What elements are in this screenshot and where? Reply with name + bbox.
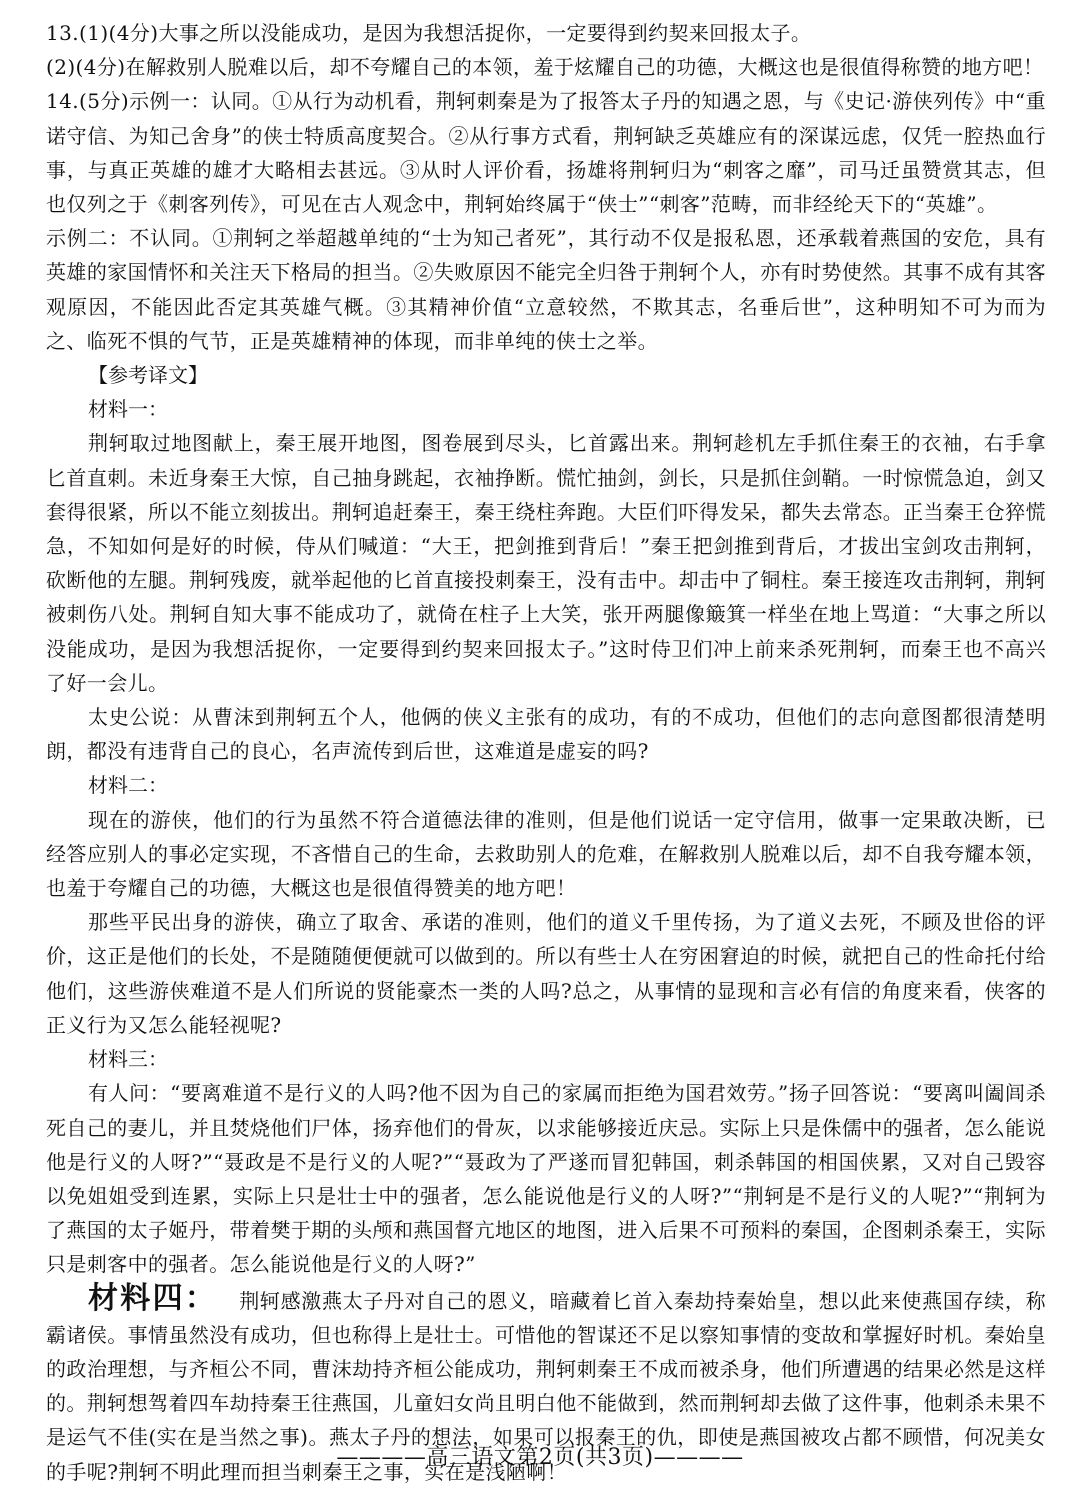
answer-13-2: (2)(4分)在解救别人脱难以后，却不夸耀自己的本领，羞于炫耀自己的功德，大概这也是很值得称赞的地方吧！ — [46, 55, 1044, 80]
material-1-paragraph-1: 荆轲取过地图献上，秦王展开地图，图卷展到尽头，匕首露出来。荆轲趁机左手抓住秦王的衣袖，右手拿匕首直刺。未近身秦王大惊，自己抽身跳起，衣袖挣断。慌忙抽剑，剑长，只是抓住剑鞘。一时惊慌急迫，剑又套得很紧，所以不能立刻拔出。荆轲追赶秦王，秦王绕柱奔跑。大臣们吓得发呆，都失去常态。正当秦王仓猝慌急，不知如何是好的时候，侍从们喊道：“大王，把剑推到背后！”秦王把剑推到背后，才拔出宝剑攻击荆轲，砍断他的左腿。荆轲残废，就举起他的匕首直接投刺秦王，没有击中。却击中了铜柱。秦王接连攻击荆轲，荆轲被刺伤八处。荆轲自知大事不能成功了，就倚在柱子上大笑，张开两腿像簸箕一样坐在地上骂道：“大事之所以没能成功，是因为我想活捉你，一定要得到约契来回报太子。”这时侍卫们冲上前来杀死荆轲，而秦王也不高兴了好一会儿。 — [46, 431, 1046, 695]
material-2-paragraph-1: 现在的游侠，他们的行为虽然不符合道德法律的准则，但是他们说话一定守信用，做事一定果敢决断，已经答应别人的事必定实现，不吝惜自己的生命，去救助别人的危难，在解救别人脱难以后，却不自我夸耀本领，也羞于夸耀自己的功德，大概这也是很值得赞美的地方吧！ — [46, 807, 1046, 901]
material-3-paragraph-1: 有人问：“要离难道不是行义的人吗?他不因为自己的家属而拒绝为国君效劳。”扬子回答说：“要离叫阖闾杀死自己的妻儿，并且焚烧他们尸体，扬弃他们的骨灰，以求能够接近庆忌。实际上只是侏儒中的强者，怎么能说他是行义的人呀?”“聂政是不是行义的人呢?”“聂政为了严遂而冒犯韩国，刺杀韩国的相国侠累，又对自己毁容以免姐姐受到连累，实际上只是壮士中的强者，怎么能说他是行义的人呀?”“荆轲是不是行义的人呢?”“荆轲为了燕国的太子姬丹，带着樊于期的头颅和燕国督亢地区的地图，进入后果不可预料的秦国，企图刺杀秦王，实际只是刺客中的强者。怎么能说他是行义的人呀?” — [46, 1081, 1046, 1277]
answer-14-example-2: 示例二：不认同。①荆轲之举超越单纯的“士为知己者死”，其行动不仅是报私恩，还承载着燕国的安危，具有英雄的家国情怀和关注天下格局的担当。②失败原因不能完全归咎于荆轲个人，亦有时势使然。其事不成有其客观原因，不能因此否定其英雄气概。③其精神价值“立意较然，不欺其志，名垂后世”，这种明知不可为而为之、临死不惧的气节，正是英雄精神的体现，而非单纯的侠士之举。 — [46, 226, 1046, 353]
material-4-text: 荆轲感激燕太子丹对自己的恩义，暗藏着匕首入秦劫持秦始皇，想以此来使燕国存续，称霸诸侯。事情虽然没有成功，但也称得上是壮士。可惜他的智谋还不足以察知事情的变故和掌握好时机。秦始皇的政治理想，与齐桓公不同，曹沫劫持齐桓公能成功，荆轲刺秦王不成而被杀身，他们所遭遇的结果必然是这样的。荆轲想驾着四车劫持秦王往燕国，儿童妇女尚且明白他不能做到，然而荆轲却去做了这件事，他刺杀未果不是运气不佳(实在是当然之事)。燕太子丹的想法，如果可以报秦王的仇，即使是燕国被攻占都不顾惜，何况美女的手呢?荆轲不明此理而担当刺秦王之事，实在是浅陋啊！ — [46, 1288, 1046, 1484]
material-1-label: 材料一： — [88, 397, 168, 422]
translation-heading: 【参考译文】 — [88, 363, 208, 388]
answer-14-example-1: 14.(5分)示例一：认同。①从行为动机看，荆轲刺秦是为了报答太子丹的知遇之恩，与《史记·游侠列传》中“重诺守信、为知己舍身”的侠士特质高度契合。②从行事方式看，荆轲缺乏英雄应有的深谋远虑，仅凭一腔热血行事，与真正英雄的雄才大略相去甚远。③从时人评价看，扬雄将荆轲归为“刺客之靡”，司马迁虽赞赏其志，但也仅列之于《刺客列传》，可见在古人观念中，荆轲始终属于“侠士”“刺客”范畴，而非经纶天下的“英雄”。 — [46, 89, 1046, 217]
page-footer: ————高三语文第2页(共3页)———— — [336, 1445, 744, 1470]
material-2-label: 材料二： — [88, 773, 168, 798]
material-2-paragraph-2: 那些平民出身的游侠，确立了取舍、承诺的准则，他们的道义千里传扬，为了道义去死，不顾及世俗的评价，这正是他们的长处，不是随随便便就可以做到的。所以有些士人在穷困窘迫的时候，就把自己的性命托付给他们，这些游侠难道不是人们所说的贤能豪杰一类的人吗?总之，从事情的显现和言必有信的角度来看，侠客的正义行为又怎么能轻视呢? — [46, 910, 1046, 1037]
material-1-paragraph-2: 太史公说：从曹沫到荆轲五个人，他俩的侠义主张有的成功，有的不成功，但他们的志向意图都很清楚明朗，都没有违背自己的良心，名声流传到后世，这难道是虚妄的吗? — [46, 705, 1046, 764]
answer-13-1: 13.(1)(4分)大事之所以没能成功，是因为我想活捉你，一定要得到约契来回报太子。 — [46, 21, 812, 45]
material-4-label: 材料四： — [88, 1280, 218, 1316]
material-3-label: 材料三： — [88, 1047, 168, 1072]
